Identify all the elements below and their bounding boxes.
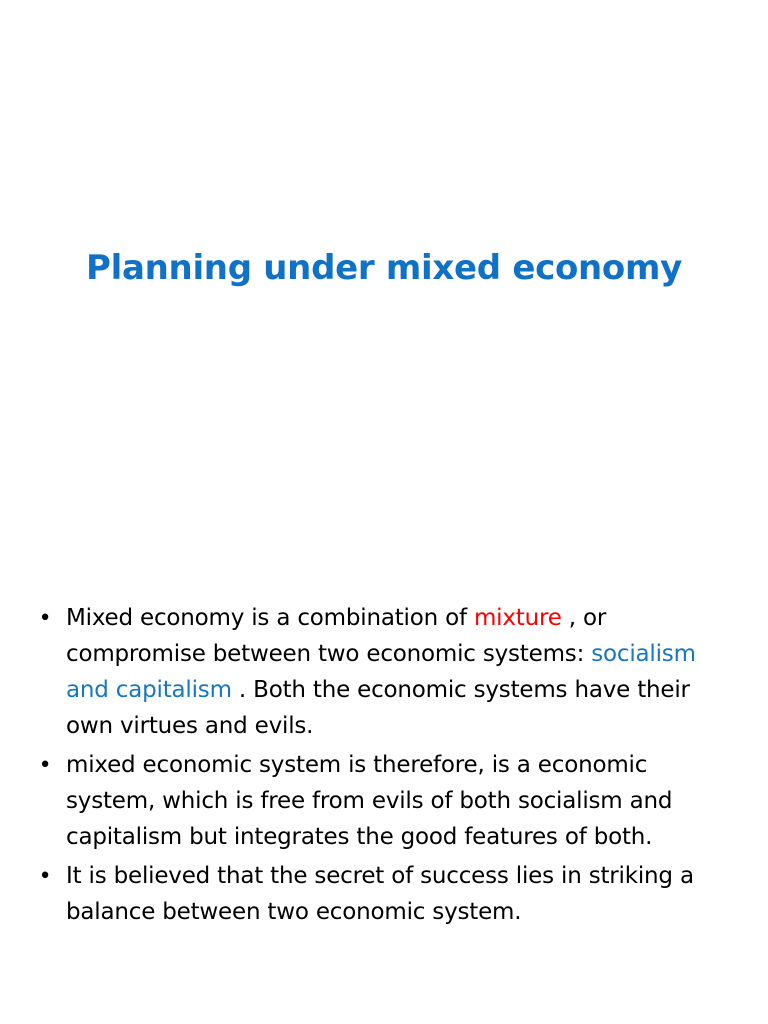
bullet-2-text: mixed economic system is therefore, is a economic system, which is free from evils of both socialism and capitalism but integrates the good features of both. <box>66 752 673 850</box>
slide-title: Planning under mixed economy <box>86 247 682 288</box>
bullet-3-text: It is believed that the secret of success lies in striking a balance between two economic system. <box>66 863 694 925</box>
bullet-item-3 <box>34 858 734 930</box>
bullet-1-text-c: . Both the economic systems have their own virtues and evils. <box>66 677 690 739</box>
bullet-icon <box>34 858 54 895</box>
bullet-list <box>34 600 734 930</box>
bullet-item-1 <box>34 600 734 744</box>
bullet-icon <box>34 600 54 637</box>
bullet-1-text-a: Mixed economy is a combination of <box>66 605 474 631</box>
slide-content <box>34 600 734 933</box>
highlight-mixture: mixture <box>473 605 562 631</box>
highlight-socialism-capitalism: socialism and capitalism <box>66 641 696 703</box>
bullet-icon <box>34 747 54 784</box>
bullet-1-text-b: , or compromise between two economic systems: <box>66 605 607 667</box>
bullet-item-2 <box>34 747 734 855</box>
